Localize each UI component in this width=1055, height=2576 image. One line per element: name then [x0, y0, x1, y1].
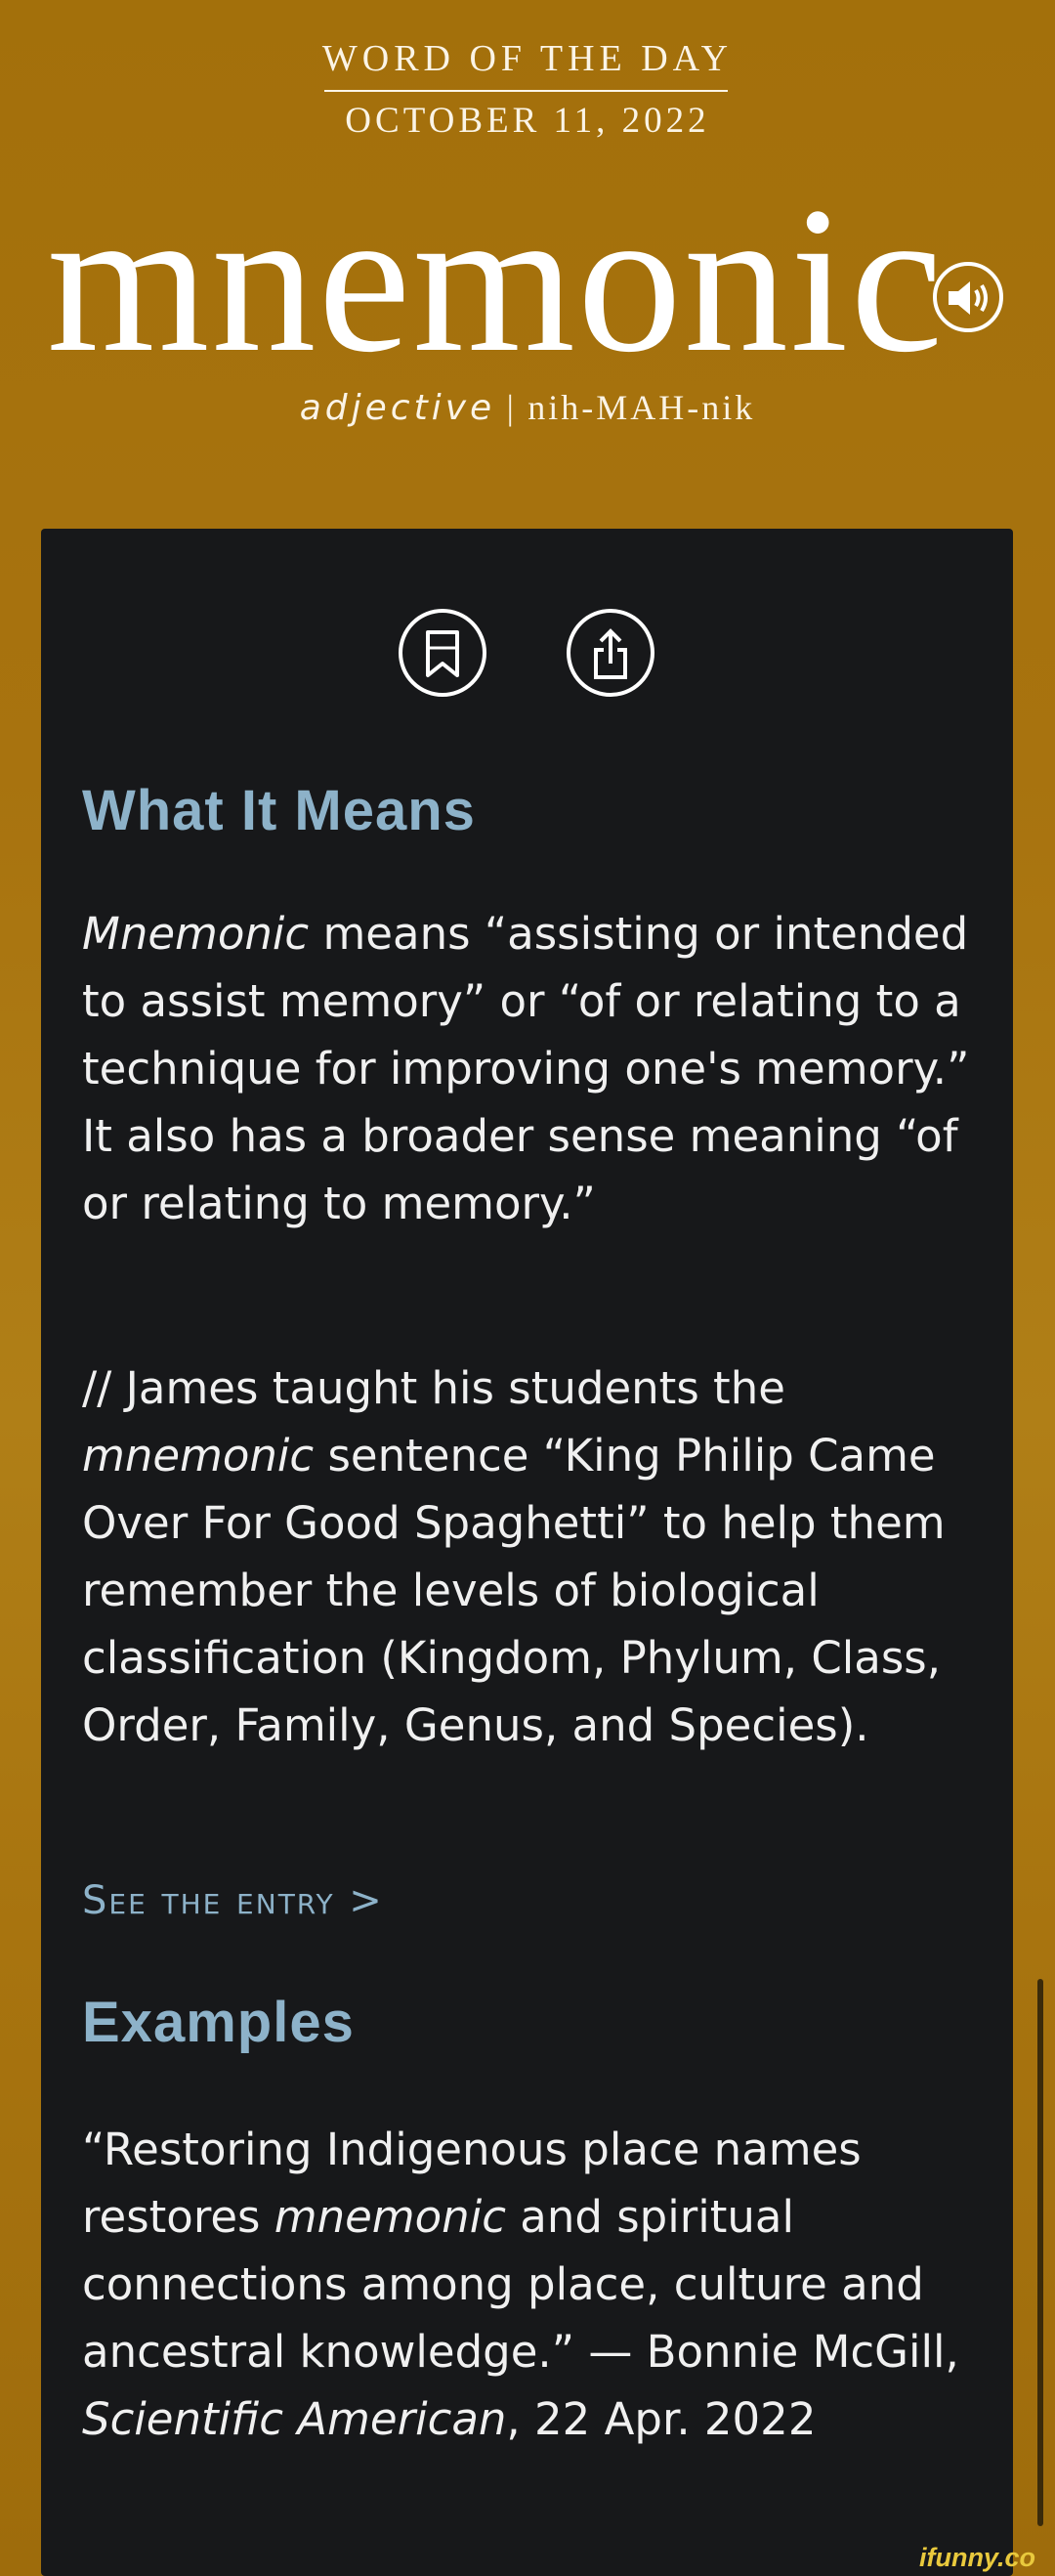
what-it-means-heading: What It Means	[82, 779, 476, 842]
speaker-icon[interactable]	[933, 262, 1003, 332]
scrollbar[interactable]	[1037, 1979, 1043, 2526]
usage-prefix: // James taught his students the	[82, 1362, 785, 1414]
section-label: WORD OF THE DAY	[321, 38, 734, 79]
quote-source: Scientific American	[82, 2393, 507, 2445]
definition-card	[41, 529, 1013, 2576]
usage-body: sentence “King Philip Came Over For Good Spaghetti” to help them remember the levels of biological classification (Kingdom, Phylum, Class, Order, Family, Genus, and Species).	[82, 1430, 946, 1751]
word-of-day-header	[0, 0, 1055, 528]
quote-part-2: and spiritual connections among place, culture and ancestral knowledge.” — Bonnie McGill,	[82, 2191, 959, 2378]
pronunciation: nih-MAH-nik	[528, 388, 756, 427]
part-of-speech: adjective	[299, 388, 496, 428]
example-quote	[82, 2116, 991, 2453]
examples-heading: Examples	[82, 1991, 355, 2054]
definition-headword: Mnemonic	[82, 908, 310, 960]
separator: |	[506, 388, 517, 427]
usage-headword: mnemonic	[82, 1430, 315, 1481]
divider	[324, 90, 728, 92]
quote-headword: mnemonic	[274, 2191, 506, 2243]
share-icon[interactable]	[567, 609, 654, 697]
word-details	[0, 387, 1055, 428]
quote-part-1: “Restoring Indigenous place names restores	[82, 2124, 862, 2243]
watermark: ifunny.co	[919, 2543, 1035, 2572]
definition-text	[82, 900, 991, 1237]
definition-body: means “assisting or intended to assist memory” or “of or relating to a technique for improving one's memory.” It also has a broader sense meaning “of or relating to memory.”	[82, 908, 970, 1229]
date-label: OCTOBER 11, 2022	[345, 101, 710, 141]
bookmark-icon[interactable]	[399, 609, 486, 697]
headword: mnemonic	[47, 164, 946, 396]
quote-part-3: , 22 Apr. 2022	[506, 2393, 817, 2445]
see-entry-link[interactable]: See the entry >	[82, 1878, 384, 1923]
usage-example	[82, 1354, 991, 1759]
